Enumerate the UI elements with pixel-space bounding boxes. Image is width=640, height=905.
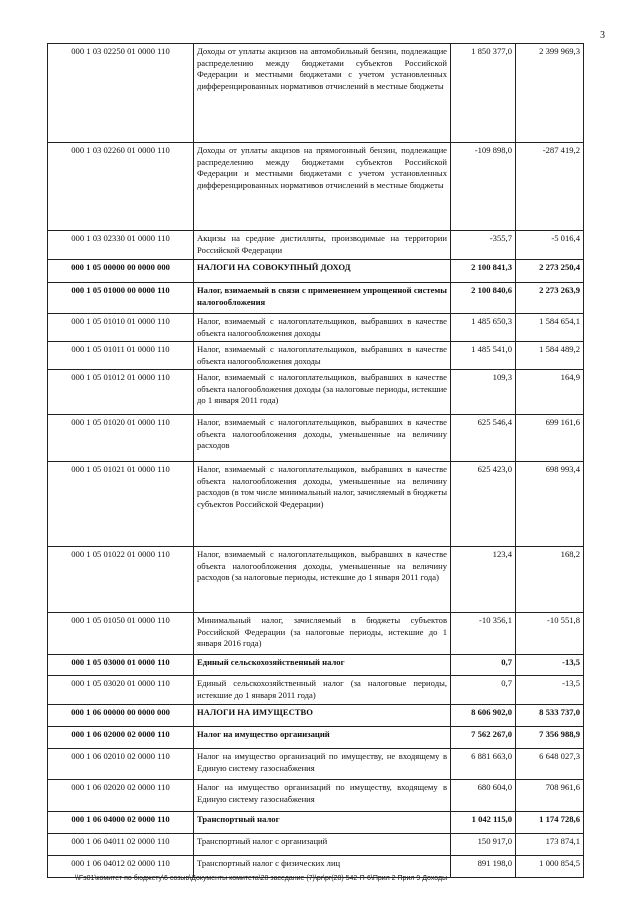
row-value-1: -355,7 — [451, 231, 516, 260]
row-name: Транспортный налог с физических лиц — [194, 856, 451, 878]
row-code: 000 1 06 04012 02 0000 110 — [48, 856, 194, 878]
row-code: 000 1 05 03020 01 0000 110 — [48, 676, 194, 705]
row-value-1: 1 485 650,3 — [451, 314, 516, 342]
row-value-1: -109 898,0 — [451, 143, 516, 231]
row-value-2: 8 533 737,0 — [516, 705, 584, 727]
row-value-2: 168,2 — [516, 547, 584, 613]
row-value-2: 699 161,6 — [516, 415, 584, 462]
row-value-2: 2 273 250,4 — [516, 260, 584, 283]
row-name: Минимальный налог, зачисляемый в бюджеты субъектов Российской Федерации (за налоговые периоды, истекшие до 1 января 2016 года) — [194, 613, 451, 655]
row-value-1: 0,7 — [451, 676, 516, 705]
table-row — [48, 780, 584, 812]
table-row — [48, 314, 584, 342]
page-number: 3 — [600, 30, 605, 41]
row-value-2: -13,5 — [516, 655, 584, 676]
row-value-2: 1 174 728,6 — [516, 812, 584, 834]
row-code: 000 1 06 02010 02 0000 110 — [48, 749, 194, 780]
row-value-1: 1 042 115,0 — [451, 812, 516, 834]
row-code: 000 1 03 02330 01 0000 110 — [48, 231, 194, 260]
row-name: Налог, взимаемый с налогоплательщиков, выбравших в качестве объекта налогообложения доходы, уменьшенные на величину расходов (за налоговые периоды, истекшие до 1 января 2011 года) — [194, 547, 451, 613]
row-value-2: 2 273 263,9 — [516, 283, 584, 314]
table-row — [48, 260, 584, 283]
row-code: 000 1 05 01020 01 0000 110 — [48, 415, 194, 462]
table-row — [48, 283, 584, 314]
row-value-1: -10 356,1 — [451, 613, 516, 655]
row-value-2: 6 648 027,3 — [516, 749, 584, 780]
row-value-2: 698 993,4 — [516, 462, 584, 547]
table-row — [48, 143, 584, 231]
row-value-2: 708 961,6 — [516, 780, 584, 812]
table-row — [48, 812, 584, 834]
table-row — [48, 834, 584, 856]
table-row — [48, 547, 584, 613]
row-value-1: 0,7 — [451, 655, 516, 676]
row-value-2: 1 000 854,5 — [516, 856, 584, 878]
row-value-2: 1 584 654,1 — [516, 314, 584, 342]
row-value-1: 625 546,4 — [451, 415, 516, 462]
row-name: Единый сельскохозяйственный налог (за налоговые периоды, истекшие до 1 января 2011 года) — [194, 676, 451, 705]
file-path-footer: \\Fs01\комитет по бюджету\6 созыв\Документы комитета\28 заседание (7)\pr\pr(28) 542-П-6\Прил 2 Прил 9 Доходы — [75, 875, 448, 882]
row-name: Доходы от уплаты акцизов на прямогонный бензин, подлежащие распределению между бюджетами субъектов Российской Федерации и местными бюджетами с учетом установленных дифференцированных нормативов отчислений в местные бюджеты — [194, 143, 451, 231]
row-name: Налог, взимаемый с налогоплательщиков, выбравших в качестве объекта налогообложения доходы, уменьшенные на величину расходов (в том числе минимальный налог, зачисляемый в бюджеты субъектов Российской Федерации) — [194, 462, 451, 547]
table-row — [48, 655, 584, 676]
row-code: 000 1 06 02020 02 0000 110 — [48, 780, 194, 812]
table-row — [48, 370, 584, 415]
table-row — [48, 705, 584, 727]
row-name: Доходы от уплаты акцизов на автомобильный бензин, подлежащие распределению между бюджетами субъектов Российской Федерации и местными бюджетами с учетом установленных дифференцированных нормативов отчислений в местные бюджеты — [194, 44, 451, 143]
row-value-2: -5 016,4 — [516, 231, 584, 260]
row-name: Налог, взимаемый с налогоплательщиков, выбравших в качестве объекта налогообложения доходы — [194, 342, 451, 370]
row-code: 000 1 05 01012 01 0000 110 — [48, 370, 194, 415]
row-value-1: 150 917,0 — [451, 834, 516, 856]
row-name: Акцизы на средние дистилляты, производимые на территории Российской Федерации — [194, 231, 451, 260]
row-name: Транспортный налог — [194, 812, 451, 834]
row-code: 000 1 05 01011 01 0000 110 — [48, 342, 194, 370]
row-code: 000 1 03 02260 01 0000 110 — [48, 143, 194, 231]
row-code: 000 1 06 00000 00 0000 000 — [48, 705, 194, 727]
row-name: Транспортный налог с организаций — [194, 834, 451, 856]
row-value-2: -287 419,2 — [516, 143, 584, 231]
table-row — [48, 44, 584, 143]
row-code: 000 1 03 02250 01 0000 110 — [48, 44, 194, 143]
table-row — [48, 342, 584, 370]
row-value-2: -10 551,8 — [516, 613, 584, 655]
row-value-1: 891 198,0 — [451, 856, 516, 878]
row-name: Налог на имущество организаций по имуществу, входящему в Единую систему газоснабжения — [194, 780, 451, 812]
row-name: Налог на имущество организаций по имуществу, не входящему в Единую систему газоснабжения — [194, 749, 451, 780]
row-code: 000 1 06 02000 02 0000 110 — [48, 727, 194, 749]
row-code: 000 1 05 01022 01 0000 110 — [48, 547, 194, 613]
row-name: Единый сельскохозяйственный налог — [194, 655, 451, 676]
row-name: НАЛОГИ НА ИМУЩЕСТВО — [194, 705, 451, 727]
row-code: 000 1 05 01010 01 0000 110 — [48, 314, 194, 342]
row-name: Налог, взимаемый с налогоплательщиков, выбравших в качестве объекта налогообложения доходы — [194, 314, 451, 342]
table-row — [48, 415, 584, 462]
row-name: Налог, взимаемый в связи с применением упрощенной системы налогообложения — [194, 283, 451, 314]
row-value-1: 6 881 663,0 — [451, 749, 516, 780]
row-name: Налог, взимаемый с налогоплательщиков, выбравших в качестве объекта налогообложения доходы (за налоговые периоды, истекшие до 1 января 2011 года) — [194, 370, 451, 415]
table-row — [48, 727, 584, 749]
row-value-1: 2 100 841,3 — [451, 260, 516, 283]
row-code: 000 1 05 00000 00 0000 000 — [48, 260, 194, 283]
row-value-1: 625 423,0 — [451, 462, 516, 547]
table-row — [48, 462, 584, 547]
row-code: 000 1 06 04011 02 0000 110 — [48, 834, 194, 856]
row-value-1: 123,4 — [451, 547, 516, 613]
row-value-1: 1 850 377,0 — [451, 44, 516, 143]
row-value-2: 7 356 988,9 — [516, 727, 584, 749]
row-code: 000 1 05 01000 00 0000 110 — [48, 283, 194, 314]
row-value-1: 109,3 — [451, 370, 516, 415]
table-row — [48, 676, 584, 705]
row-code: 000 1 06 04000 02 0000 110 — [48, 812, 194, 834]
row-name: НАЛОГИ НА СОВОКУПНЫЙ ДОХОД — [194, 260, 451, 283]
table-row — [48, 231, 584, 260]
table-row — [48, 749, 584, 780]
row-code: 000 1 05 01021 01 0000 110 — [48, 462, 194, 547]
revenue-table — [47, 43, 584, 878]
row-value-2: 2 399 969,3 — [516, 44, 584, 143]
row-value-1: 8 606 902,0 — [451, 705, 516, 727]
table-row — [48, 613, 584, 655]
row-value-2: 1 584 489,2 — [516, 342, 584, 370]
row-value-1: 1 485 541,0 — [451, 342, 516, 370]
row-value-2: 173 874,1 — [516, 834, 584, 856]
row-value-1: 7 562 267,0 — [451, 727, 516, 749]
row-value-1: 680 604,0 — [451, 780, 516, 812]
row-name: Налог, взимаемый с налогоплательщиков, выбравших в качестве объекта налогообложения доходы, уменьшенные на величину расходов — [194, 415, 451, 462]
row-code: 000 1 05 01050 01 0000 110 — [48, 613, 194, 655]
row-name: Налог на имущество организаций — [194, 727, 451, 749]
row-code: 000 1 05 03000 01 0000 110 — [48, 655, 194, 676]
row-value-2: 164,9 — [516, 370, 584, 415]
row-value-1: 2 100 840,6 — [451, 283, 516, 314]
row-value-2: -13,5 — [516, 676, 584, 705]
